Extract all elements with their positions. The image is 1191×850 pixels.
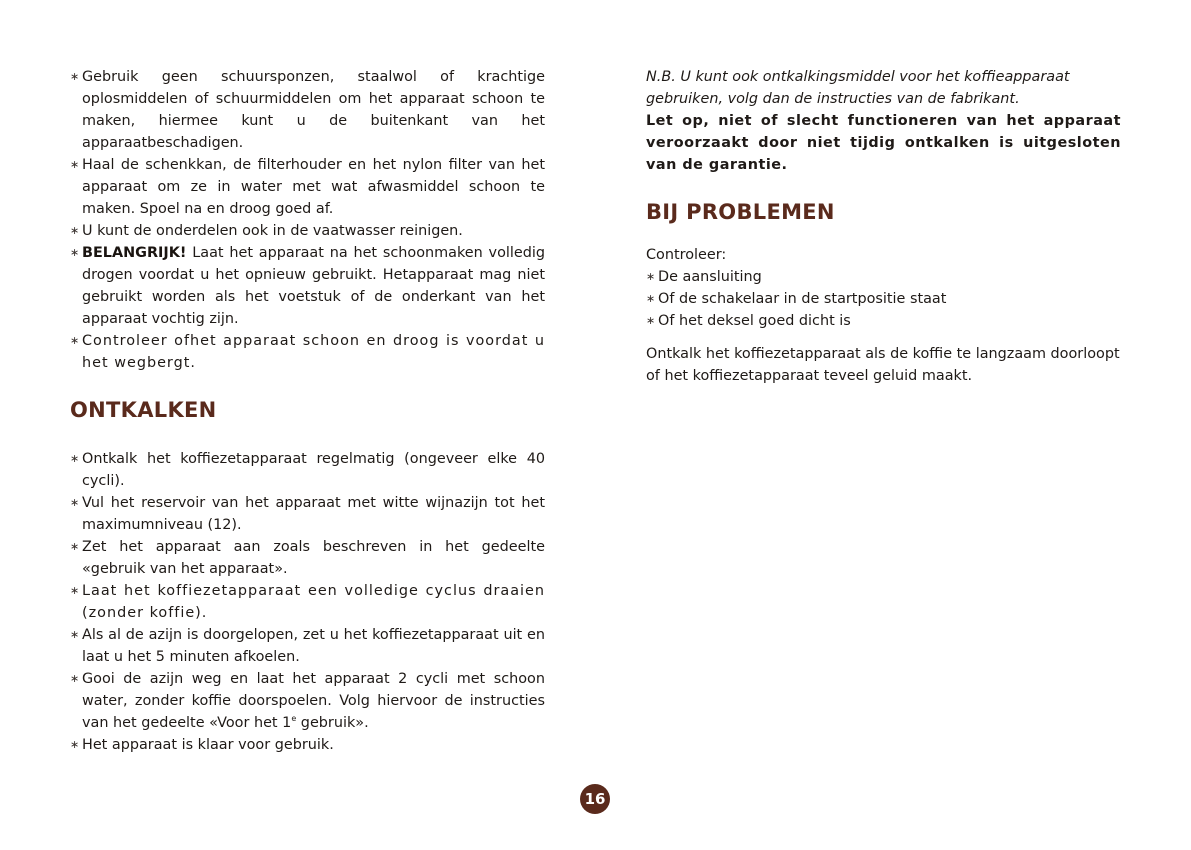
bullet-icon: ∗	[70, 246, 80, 259]
bullet-icon: ∗	[70, 738, 80, 751]
bullet-icon: ∗	[70, 672, 80, 685]
important-label: BELANGRIJK!	[82, 245, 187, 261]
bullet-icon: ∗	[70, 496, 80, 509]
bullet-icon: ∗	[70, 158, 80, 171]
list-item: ∗ Als al de azijn is doorgelopen, zet u het koffiezetapparaat uit en laat u het 5 minuten afkoelen.	[70, 624, 545, 668]
right-column	[646, 66, 1121, 387]
list-item: ∗ Of het deksel goed dicht is	[646, 310, 1121, 332]
list-item: ∗ Zet het apparaat aan zoals beschreven in het gedeelte «gebruik van het apparaat».	[70, 536, 545, 580]
important-item: ∗ BELANGRIJK! Laat het apparaat na het schoonmaken volledig drogen voordat u het opnieuw gebruikt. Hetapparaat mag niet gebruikt worden als het voetstuk of de onderkant van het apparaat vochtig zijn.	[70, 242, 545, 330]
list-item: ∗ Ontkalk het koffiezetapparaat regelmatig (ongeveer elke 40 cycli).	[70, 448, 545, 492]
bullet-icon: ∗	[70, 70, 80, 83]
closing-paragraph: Ontkalk het koffiezetapparaat als de koffie te langzaam doorloopt of het koffiezetapparaat teveel geluid maakt.	[646, 346, 1120, 384]
section-heading-problemen: BIJ PROBLEMEN	[646, 200, 835, 224]
list-item: ∗ Controleer ofhet apparaat schoon en droog is voordat u het wegbergt.	[70, 330, 545, 374]
cleaning-list	[70, 66, 545, 374]
list-item: ∗ Het apparaat is klaar voor gebruik.	[70, 734, 545, 756]
note-text: N.B. U kunt ook ontkalkingsmiddel voor het koffieapparaat gebruiken, volg dan de instructies van de fabrikant.	[646, 69, 1070, 107]
list-item: ∗ Vul het reservoir van het apparaat met witte wijnazijn tot het maximumniveau (12).	[70, 492, 545, 536]
bullet-icon: ∗	[646, 270, 656, 283]
list-item: ∗ Of de schakelaar in de startpositie staat	[646, 288, 1121, 310]
bullet-icon: ∗	[70, 452, 80, 465]
bullet-icon: ∗	[646, 292, 656, 305]
check-list	[646, 266, 1121, 332]
list-item: ∗ Gooi de azijn weg en laat het apparaat 2 cycli met schoon water, zonder koffie doorspoelen. Volg hiervoor de instructies van het gedeelte «Voor het 1e gebruik».	[70, 668, 545, 734]
bullet-icon: ∗	[70, 224, 80, 237]
left-column	[70, 66, 545, 756]
warranty-warning: Let op, niet of slecht functioneren van het apparaat veroorzaakt door niet tijdig ontkalken is uitgesloten van de garantie.	[646, 113, 1121, 173]
bullet-icon: ∗	[70, 334, 81, 347]
list-item: ∗ De aansluiting	[646, 266, 1121, 288]
bullet-icon: ∗	[70, 540, 80, 553]
list-item: ∗ Gebruik geen schuursponzen, staalwol of krachtige oplosmiddelen of schuurmiddelen om het apparaat schoon te maken, hiermee kunt u de buitenkant van het apparaatbeschadigen.	[70, 66, 545, 154]
bullet-icon: ∗	[70, 584, 81, 597]
check-label: Controleer:	[646, 247, 727, 263]
bullet-icon: ∗	[70, 628, 80, 641]
descale-list	[70, 448, 545, 756]
section-heading-ontkalken: ONTKALKEN	[70, 398, 217, 422]
list-item: ∗ Laat het koffiezetapparaat een volledige cyclus draaien (zonder koffie).	[70, 580, 545, 624]
list-item: ∗ Haal de schenkkan, de filterhouder en het nylon filter van het apparaat om ze in water met wat afwasmiddel schoon te maken. Spoel na en droog goed af.	[70, 154, 545, 220]
bullet-icon: ∗	[646, 314, 656, 327]
list-item: ∗ U kunt de onderdelen ook in de vaatwasser reinigen.	[70, 220, 545, 242]
page-number-badge: 16	[580, 784, 610, 814]
